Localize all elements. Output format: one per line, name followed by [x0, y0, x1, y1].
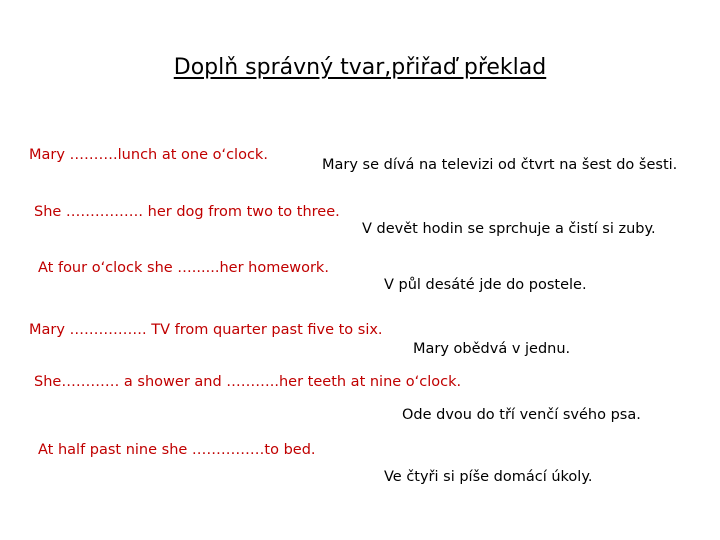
english-sentence-1: Mary ……….lunch at one o‘clock. — [29, 147, 268, 163]
english-sentence-5: She………… a shower and ………..her teeth at nine o‘clock. — [34, 374, 462, 390]
czech-translation-4: Mary obědvá v jednu. — [413, 341, 571, 357]
czech-translation-5: Ode dvou do tří venčí svého psa. — [402, 407, 641, 423]
english-sentence-2: She ……………. her dog from two to three. — [34, 204, 340, 220]
czech-translation-6: Ve čtyři si píše domácí úkoly. — [384, 469, 593, 485]
english-sentence-3: At four o‘clock she …......her homework. — [38, 260, 329, 276]
czech-translation-2: V devět hodin se sprchuje a čistí si zuby. — [362, 221, 656, 237]
czech-translation-1: Mary se dívá na televizi od čtvrt na šest do šesti. — [322, 157, 678, 173]
english-sentence-4: Mary ……………. TV from quarter past five to six. — [29, 322, 383, 338]
english-sentence-6: At half past nine she ……………to bed. — [38, 442, 316, 458]
exercise-title: Doplň správný tvar,přiřaď překlad — [173, 55, 547, 80]
czech-translation-3: V půl desáté jde do postele. — [384, 277, 587, 293]
